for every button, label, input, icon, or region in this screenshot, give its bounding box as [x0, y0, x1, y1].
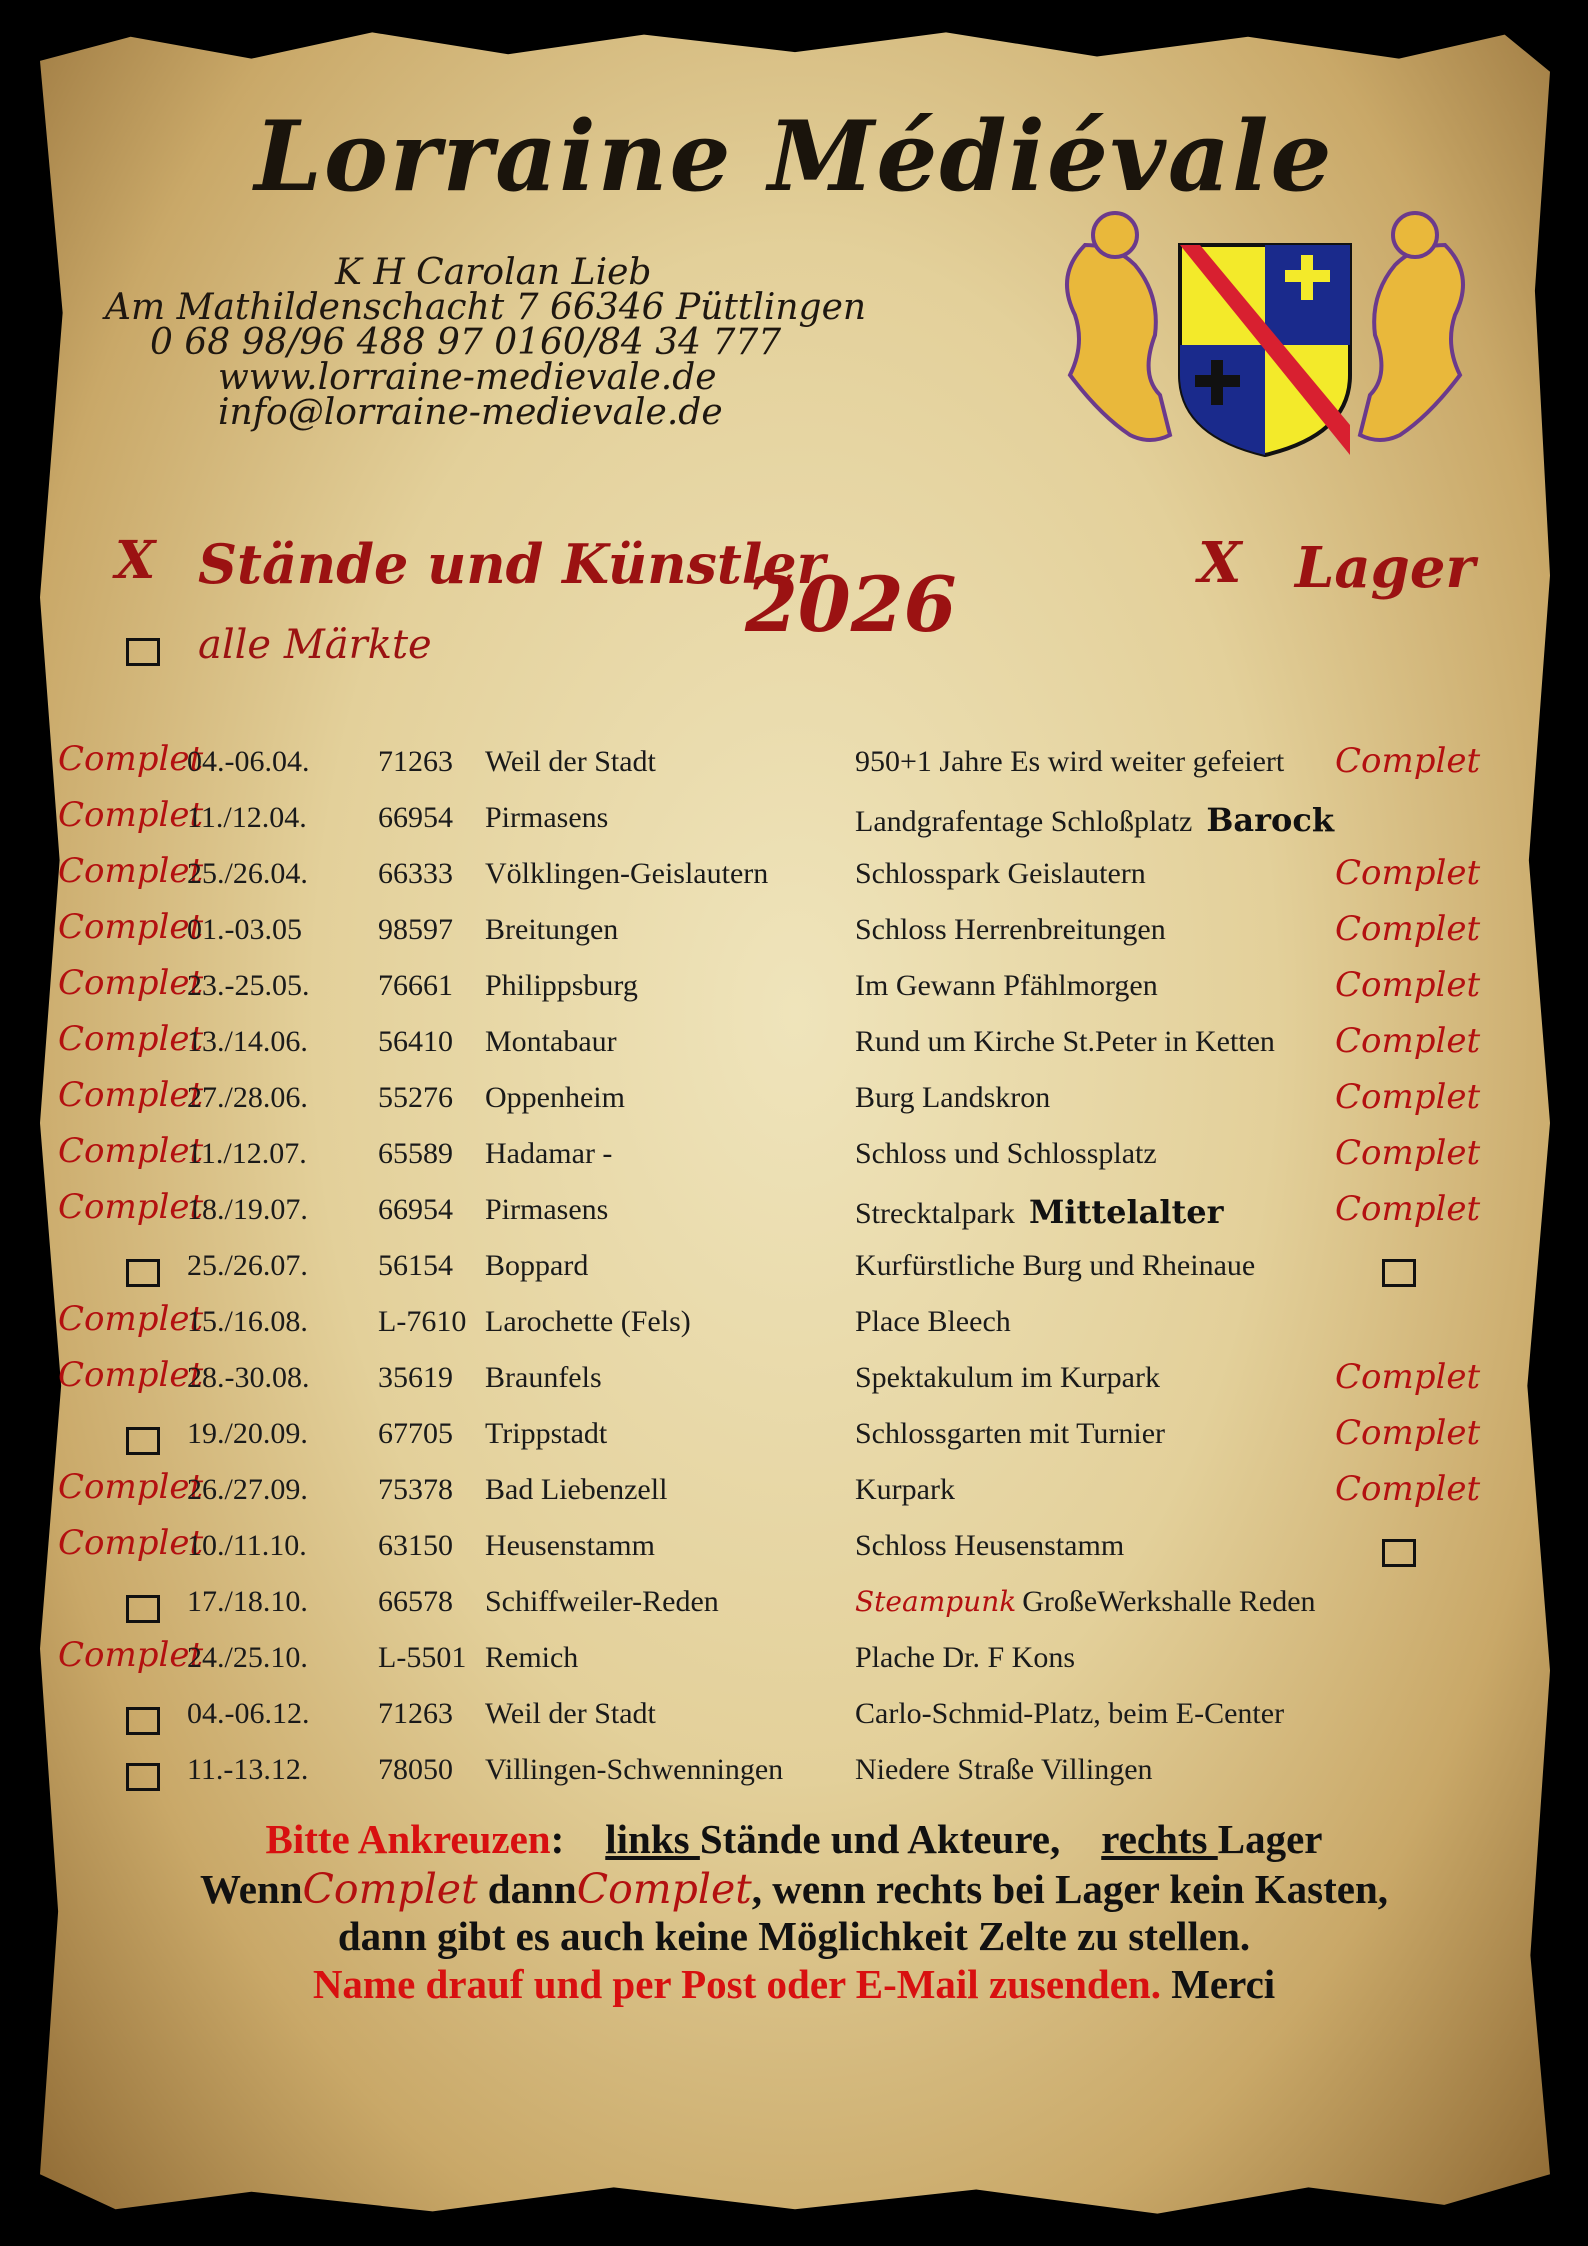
contact-address: Am Mathildenschacht 7 66346 Püttlingen — [105, 287, 867, 328]
event-theme-prefix: Steampunk — [855, 1585, 1017, 1618]
event-place: Oppenheim — [485, 1081, 625, 1114]
contact-email: info@lorraine-medievale.de — [218, 392, 723, 433]
event-theme-tag: Barock — [1206, 801, 1334, 839]
event-date: 10./11.10. — [187, 1529, 307, 1562]
event-location-text: Kurpark — [855, 1473, 955, 1506]
event-postal-code: 66954 — [378, 801, 453, 834]
stand-complet-mark: Complet — [58, 1355, 204, 1395]
footer-links-word: links — [605, 1816, 700, 1862]
event-date: 11./12.04. — [187, 801, 307, 834]
all-markets-checkbox[interactable] — [126, 638, 160, 666]
camp-complet-mark: Complet — [1335, 1021, 1481, 1061]
event-location — [855, 969, 1158, 1003]
event-location — [855, 1417, 1165, 1451]
event-place: Pirmasens — [485, 801, 609, 834]
stand-complet-mark: Complet — [58, 1467, 204, 1507]
event-place: Weil der Stadt — [485, 745, 656, 778]
contact-website: www.lorraine-medievale.de — [218, 357, 717, 398]
event-postal-code: L-7610 — [378, 1305, 467, 1338]
footer-complet-1: Complet — [302, 1865, 478, 1913]
camp-checkbox[interactable] — [1382, 1259, 1416, 1287]
event-location-text: GroßeWerkshalle Reden — [1022, 1585, 1316, 1618]
event-location-text: Place Bleech — [855, 1305, 1011, 1338]
event-location — [855, 1585, 1316, 1619]
all-markets-label: alle Märkte — [198, 622, 432, 668]
event-date: 11.-13.12. — [187, 1753, 309, 1786]
event-location-text: Burg Landskron — [855, 1081, 1051, 1114]
event-location — [855, 857, 1146, 891]
camp-complet-mark: Complet — [1335, 1357, 1481, 1397]
stand-checkbox[interactable] — [126, 1595, 160, 1623]
camp-checkbox[interactable] — [1382, 1539, 1416, 1567]
event-location-text: 950+1 Jahre Es wird weiter gefeiert — [855, 745, 1285, 778]
event-date: 01.-03.05 — [187, 913, 302, 946]
event-location — [855, 1361, 1160, 1395]
event-location-text: Carlo-Schmid-Platz, beim E-Center — [855, 1697, 1285, 1730]
event-place: Larochette (Fels) — [485, 1305, 691, 1338]
event-location-text: Rund um Kirche St.Peter in Ketten — [855, 1025, 1275, 1058]
event-postal-code: 66954 — [378, 1193, 453, 1226]
year-label: 2026 — [745, 560, 957, 649]
event-postal-code: 75378 — [378, 1473, 453, 1506]
event-postal-code: 35619 — [378, 1361, 453, 1394]
event-place: Weil der Stadt — [485, 1697, 656, 1730]
coat-of-arms-emblem — [1045, 205, 1485, 475]
event-location — [855, 801, 1334, 839]
right-option-label: Lager — [1295, 535, 1475, 601]
left-option-label: Stände und Künstler — [198, 532, 826, 596]
event-location-text: Landgrafentage Schloßplatz — [855, 805, 1193, 838]
event-place: Breitungen — [485, 913, 619, 946]
event-postal-code: 66578 — [378, 1585, 453, 1618]
footer-line-3: dann gibt es auch keine Möglichkeit Zelte zu stellen. — [337, 1913, 1251, 1959]
event-location-text: Schloss Heusenstamm — [855, 1529, 1125, 1562]
footer-send-instruction: Name drauf und per Post oder E-Mail zusenden. — [312, 1961, 1161, 2007]
event-postal-code: 76661 — [378, 969, 453, 1002]
event-postal-code: 71263 — [378, 1697, 453, 1730]
event-date: 23.-25.05. — [187, 969, 310, 1002]
stand-checkbox[interactable] — [126, 1763, 160, 1791]
footer-colon: : — [550, 1816, 565, 1862]
stand-complet-mark: Complet — [58, 795, 204, 835]
event-postal-code: 71263 — [378, 745, 453, 778]
footer-staende-text: Stände und Akteure, — [699, 1816, 1061, 1862]
event-postal-code: 63150 — [378, 1529, 453, 1562]
event-place: Heusenstamm — [485, 1529, 655, 1562]
event-date: 28.-30.08. — [187, 1361, 310, 1394]
event-location — [855, 1753, 1153, 1787]
left-option-mark: X — [115, 530, 156, 591]
event-date: 27./28.06. — [187, 1081, 308, 1114]
event-place: Bad Liebenzell — [485, 1473, 668, 1506]
camp-complet-mark: Complet — [1335, 741, 1481, 781]
event-location-text: Schlossgarten mit Turnier — [855, 1417, 1166, 1450]
event-place: Völklingen-Geislautern — [485, 857, 769, 890]
event-date: 11./12.07. — [187, 1137, 307, 1170]
event-date: 17./18.10. — [187, 1585, 308, 1618]
footer-line-4 — [0, 1960, 1588, 2008]
event-postal-code: 78050 — [378, 1753, 453, 1786]
event-theme-tag: Mittelalter — [1028, 1193, 1224, 1231]
event-date: 04.-06.04. — [187, 745, 310, 778]
camp-complet-mark: Complet — [1335, 909, 1481, 949]
event-location-text: Plache Dr. F Kons — [855, 1641, 1075, 1674]
contact-name: K H Carolan Lieb — [335, 252, 652, 293]
stand-complet-mark: Complet — [58, 1131, 204, 1171]
footer-instruction-label: Bitte Ankreuzen — [265, 1816, 551, 1862]
stand-checkbox[interactable] — [126, 1427, 160, 1455]
event-place: Montabaur — [485, 1025, 617, 1058]
event-location — [855, 913, 1166, 947]
page-title: Lorraine Médiévale — [254, 100, 1334, 213]
camp-complet-mark: Complet — [1335, 1189, 1481, 1229]
footer-complet-2: Complet — [576, 1865, 752, 1913]
stand-complet-mark: Complet — [58, 851, 204, 891]
camp-complet-mark: Complet — [1335, 1469, 1481, 1509]
footer-condition-text: , wenn rechts bei Lager kein Kasten, — [751, 1866, 1389, 1912]
event-postal-code: 66333 — [378, 857, 453, 890]
event-location — [855, 1137, 1157, 1171]
event-date: 19./20.09. — [187, 1417, 308, 1450]
stand-complet-mark: Complet — [58, 739, 204, 779]
event-location — [855, 1081, 1050, 1115]
contact-phone: 0 68 98/96 488 97 0160/84 34 777 — [150, 322, 782, 363]
event-date: 04.-06.12. — [187, 1697, 310, 1730]
event-location-text: Strecktalpark — [855, 1197, 1015, 1230]
stand-complet-mark: Complet — [58, 1075, 204, 1115]
camp-complet-mark: Complet — [1335, 965, 1481, 1005]
event-location-text: Spektakulum im Kurpark — [855, 1361, 1160, 1394]
stand-complet-mark: Complet — [58, 1523, 204, 1563]
event-postal-code: 65589 — [378, 1137, 453, 1170]
event-date: 25./26.07. — [187, 1249, 308, 1282]
event-place: Schiffweiler-Reden — [485, 1585, 719, 1618]
stand-complet-mark: Complet — [58, 907, 204, 947]
event-postal-code: 67705 — [378, 1417, 453, 1450]
event-location — [855, 1529, 1124, 1563]
event-date: 26./27.09. — [187, 1473, 308, 1506]
event-place: Philippsburg — [485, 969, 638, 1002]
footer-line-1 — [0, 1815, 1588, 1863]
event-location — [855, 1305, 1011, 1339]
event-date: 15./16.08. — [187, 1305, 308, 1338]
event-location-text: Kurfürstliche Burg und Rheinaue — [855, 1249, 1256, 1282]
event-location — [855, 1193, 1223, 1231]
event-place: Trippstadt — [485, 1417, 608, 1450]
event-location-text: Schlosspark Geislautern — [855, 857, 1146, 890]
event-location-text: Schloss Herrenbreitungen — [855, 913, 1166, 946]
event-location — [855, 1473, 955, 1507]
stand-checkbox[interactable] — [126, 1259, 160, 1287]
event-place: Pirmasens — [485, 1193, 609, 1226]
event-location — [855, 1025, 1275, 1059]
event-date: 24./25.10. — [187, 1641, 308, 1674]
event-date: 13./14.06. — [187, 1025, 308, 1058]
event-place: Villingen-Schwenningen — [485, 1753, 784, 1786]
event-postal-code: 98597 — [378, 913, 453, 946]
event-location — [855, 745, 1284, 779]
footer-wenn-text: Wenn — [199, 1866, 303, 1912]
event-location-text: Niedere Straße Villingen — [855, 1753, 1153, 1786]
stand-complet-mark: Complet — [58, 963, 204, 1003]
camp-complet-mark: Complet — [1335, 1077, 1481, 1117]
footer-rechts-word: rechts — [1101, 1816, 1218, 1862]
camp-complet-mark: Complet — [1335, 1413, 1481, 1453]
event-postal-code: 56154 — [378, 1249, 453, 1282]
event-place: Remich — [485, 1641, 579, 1674]
camp-complet-mark: Complet — [1335, 853, 1481, 893]
event-location — [855, 1641, 1075, 1675]
event-postal-code: L-5501 — [378, 1641, 467, 1674]
event-location — [855, 1249, 1255, 1283]
stand-complet-mark: Complet — [58, 1019, 204, 1059]
event-postal-code: 56410 — [378, 1025, 453, 1058]
event-place: Hadamar - — [485, 1137, 613, 1170]
footer-dann-text: dann — [487, 1866, 577, 1912]
stand-complet-mark: Complet — [58, 1187, 204, 1227]
camp-complet-mark: Complet — [1335, 1133, 1481, 1173]
event-place: Boppard — [485, 1249, 589, 1282]
event-location-text: Schloss und Schlossplatz — [855, 1137, 1157, 1170]
event-location — [855, 1697, 1284, 1731]
event-place: Braunfels — [485, 1361, 602, 1394]
footer-line-2 — [0, 1865, 1588, 1913]
event-date: 18./19.07. — [187, 1193, 308, 1226]
right-option-mark: X — [1198, 530, 1242, 596]
footer-merci: Merci — [1171, 1961, 1276, 2007]
event-postal-code: 55276 — [378, 1081, 453, 1114]
footer-lager-text: Lager — [1217, 1816, 1323, 1862]
event-date: 25./26.04. — [187, 857, 308, 890]
stand-complet-mark: Complet — [58, 1299, 204, 1339]
stand-complet-mark: Complet — [58, 1635, 204, 1675]
event-location-text: Im Gewann Pfählmorgen — [855, 969, 1158, 1002]
stand-checkbox[interactable] — [126, 1707, 160, 1735]
